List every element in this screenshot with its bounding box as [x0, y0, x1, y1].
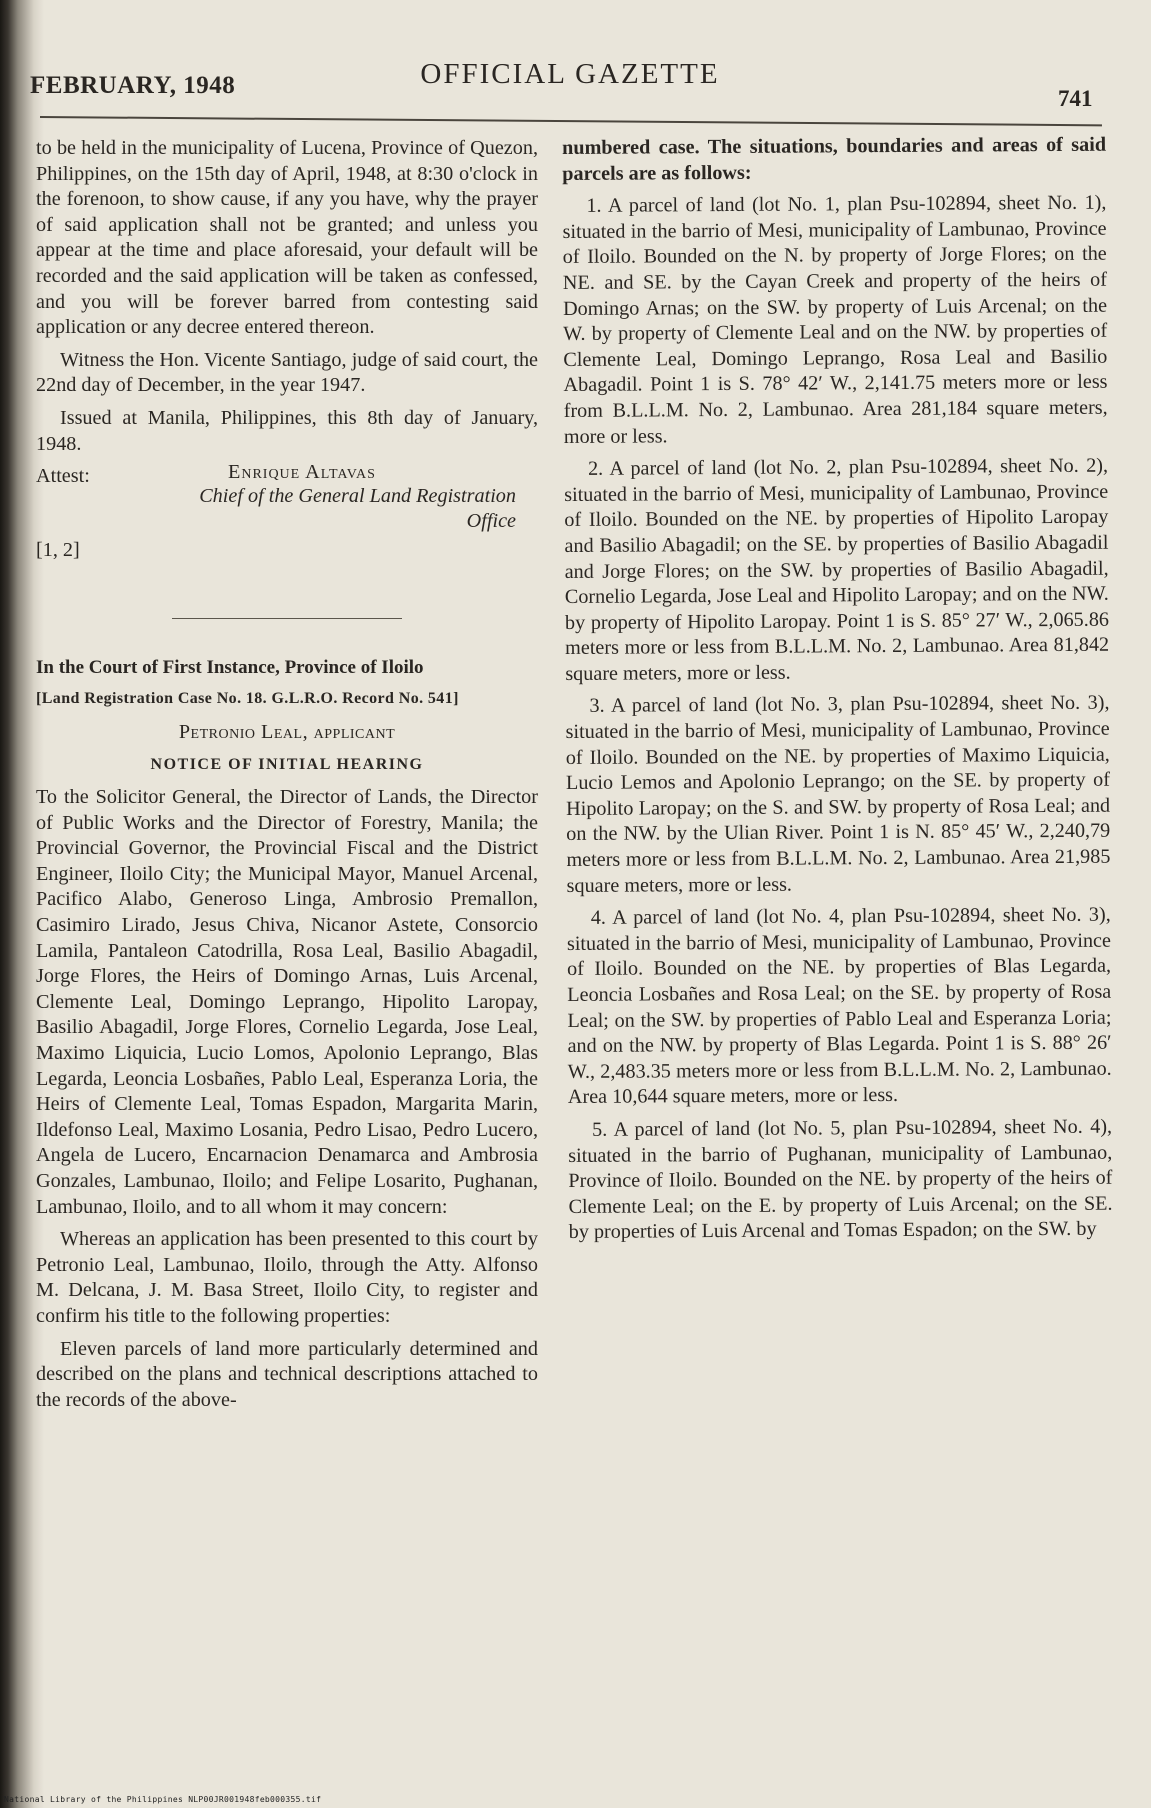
whereas-paragraph: Whereas an application has been presented to this court by Petronio Leal, Lambunao, Iloilo, through the Atty. Alfonso M. Delcana, J. M. Basa Street, Iloilo City, to register and confirm his title to the following properties: [36, 1228, 538, 1327]
attest-label: Attest: [36, 465, 90, 488]
header-rule [40, 116, 1102, 126]
parcel-4-paragraph: 4. A parcel of land (lot No. 4, plan Psu-102894, sheet No. 3), situated in the barrio of Mesi, municipality of Lambunao, Province of Iloilo. Bounded on the NE. by properties of Blas Legarda, Leoncia Losbañes and Rosa Leal; on the SE. by property of Rosa Leal; on the SW. by properties of Pablo Leal and Esperanza Loria; and on the NW. by property of Blas Legarda. Point 1 is S. 88° 26′ W., 2,483.35 meters more or less from B.L.L.M. No. 2, Lambunao. Area 10,644 square meters, more or less. [566, 903, 1112, 1109]
left-column [36, 136, 538, 1420]
signer-title: Chief of the General Land Registration Office [199, 485, 516, 533]
scan-footer: National Library of the Philippines NLP00JR001948feb000355.tif [4, 1795, 322, 1804]
header-date: FEBRUARY, 1948 [30, 72, 236, 99]
court-heading: In the Court of First Instance, Province of Iloilo [36, 656, 424, 678]
hearing-paragraph: to be held in the municipality of Lucena, Province of Quezon, Philippines, on the 15th day of April, 1948, at 8:30 o'clock in the forenoon, to show cause, if any you have, why the prayer of said application shall not be granted; and unless you appear at the time and place aforesaid, your default will be recorded and the said application will be taken as confessed, and you will be forever barred from contesting said application or any decree entered thereon. [36, 137, 538, 339]
section-divider [172, 618, 402, 619]
parcel-1-paragraph: 1. A parcel of land (lot No. 1, plan Psu-102894, sheet No. 1), situated in the barrio of Mesi, municipality of Lambunao, Province of Iloilo. Bounded on the N. by property of Jorge Flores; on the NE. and SE. by the Cayan Creek and property of the heirs of Domingo Arnas; on the SW. by property of Luis Arcenal; on the W. by property of Clemente Leal and on the NW. by properties of Clemente Leal, Domingo Leprango, Rosa Leal and Basilio Abagadil. Point 1 is S. 78° 42′ W., 2,141.75 meters more or less from B.L.L.M. No. 2, Lambunao. Area 281,184 square meters, more or less. [562, 191, 1108, 448]
addressees-paragraph: To the Solicitor General, the Director of Lands, the Director of Public Works and the Director of Forestry, Manila; the Provincial Governor, the Provincial Fiscal and the District Engineer, Iloilo City; the Municipal Mayor, Manuel Arcenal, Pacifico Alabo, Generoso Linga, Ambrosio Premallon, Casimiro Lirado, Jesus Chiva, Nicanor Astete, Consorcio Lamila, Pantaleon Catodrilla, Rosa Leal, Basilio Abagadil, Jorge Flores, the Heirs of Domingo Arnas, Luis Arcenal, Clemente Leal, Domingo Leprango, Hipolito Laropay, Basilio Abagadil, Jorge Flores, Cornelio Legarda, Jose Leal, Maximo Liquicia, Lucio Lomos, Apolonio Leprango, Blas Legarda, Leoncia Losbañes, Pablo Leal, Esperanza Loria, the Heirs of Clemente Leal, Tomas Espadon, Margarita Marin, Ildefonso Leal, Maximo Losania, Pedro Lisao, Pedro Lucero, Angela de Lucero, Encarnacion Denamarca and Ambrosia Gonzales, Lambunao, Iloilo; and Felipe Losarito, Pughanan, Lambunao, Iloilo, and to all whom it may concern: [36, 786, 538, 1218]
page-number: 741 [1058, 86, 1093, 111]
applicant-line: Petronio Leal, applicant [178, 720, 396, 743]
notice-heading: NOTICE OF INITIAL HEARING [150, 755, 424, 773]
issued-paragraph: Issued at Manila, Philippines, this 8th day of January, 1948. [36, 406, 538, 455]
right-column [562, 133, 1113, 1253]
case-line: [Land Registration Case No. 18. G.L.R.O. Record No. 541] [36, 690, 459, 708]
signer-name: Enrique Altavas [228, 461, 376, 484]
attestation-block [36, 461, 538, 533]
parcel-3-paragraph: 3. A parcel of land (lot No. 3, plan Psu-102894, sheet No. 3), situated in the barrio of Mesi, municipality of Lambunao, Province of Iloilo. Bounded on the NE. by properties of Maximo Liquicia, Lucio Lemos and Apolonio Leprango; on the SE. by property of Hipolito Laropay; on the S. and SW. by property of Rosa Leal; and on the NW. by the Ulian River. Point 1 is N. 85° 45′ W., 2,240,79 meters more or less from B.L.L.M. No. 2, Lambunao. Area 21,985 square meters, more or less. [565, 692, 1111, 897]
parcels-intro-paragraph: Eleven parcels of land more particularly determined and described on the plans and technical descriptions attached to the records of the above- [36, 1337, 538, 1411]
parcel-2-paragraph: 2. A parcel of land (lot No. 2, plan Psu-102894, sheet No. 2), situated in the barrio of Mesi, municipality of Lambunao, Province of Iloilo. Bounded on the NE. by properties of Hipolito Laropay and Basilio Abagadil; on the SE. by properties of Basilio Abagadil and Jorge Flores; on the SW. by properties of Basilio Abagadil, Cornelio Legarda, Jose Leal and Hipolito Laropay; and on the NW. by property of Hipolito Laropay. Point 1 is S. 85° 27′ W., 2,065.86 meters more or less from B.L.L.M. No. 2, Lambunao. Area 81,842 square meters, more or less. [564, 454, 1110, 685]
continuation-paragraph: numbered case. The situations, boundaries and areas of said parcels are as follows: [562, 133, 1107, 185]
publication-tag: [1, 2] [36, 539, 80, 562]
parcel-5-paragraph: 5. A parcel of land (lot No. 5, plan Psu-102894, sheet No. 4), situated in the barrio of Pughanan, municipality of Lambunao, Province of Iloilo. Bounded on the NE. by property of the heirs of Clemente Leal; on the E. by property of Luis Arcenal; on the SE. by properties of Luis Arcenal and Tomas Espadon; on the SW. by [568, 1115, 1113, 1244]
header-title: OFFICIAL GAZETTE [420, 58, 720, 90]
witness-paragraph: Witness the Hon. Vicente Santiago, judge of said court, the 22nd day of December, in the year 1947. [36, 348, 538, 397]
